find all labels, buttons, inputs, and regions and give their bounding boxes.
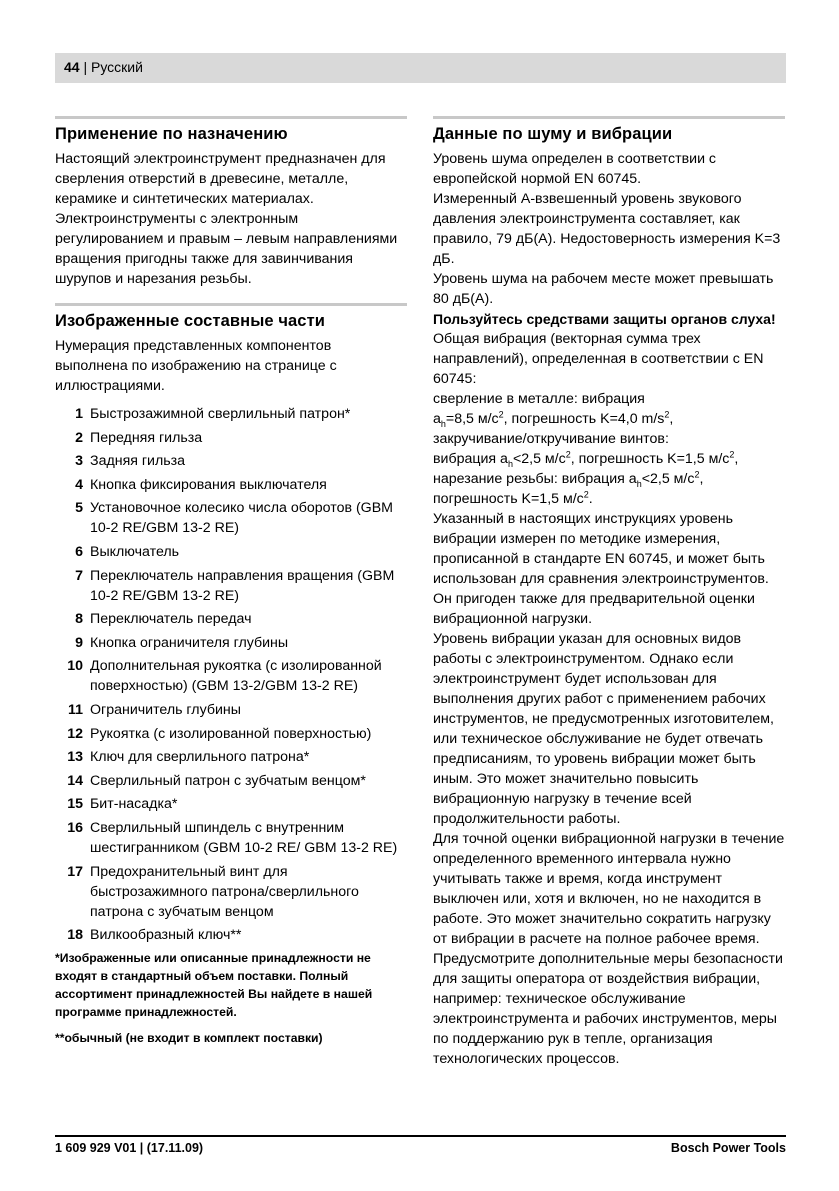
intended-use-text: Настоящий электроинструмент предназначен для сверления отверстий в древесине, металле, керамике и синтетических материалах. Электроинструменты с электронным регулированием и правым – левым направлениями вращения пригодны также для завинчивания шурупов и нарезания резьбы. — [55, 151, 398, 287]
component-label: Ограничитель глубины — [90, 701, 241, 718]
section-title-intended-use: Применение по назначению — [55, 125, 288, 143]
component-label: Кнопка ограничителя глубины — [90, 634, 289, 651]
header-language: Русский — [91, 59, 143, 75]
component-label: Кнопка фиксирования выключателя — [90, 476, 327, 493]
component-item — [55, 475, 407, 495]
component-item — [55, 451, 407, 471]
section-rule — [55, 116, 407, 119]
component-item — [55, 925, 407, 945]
vibration-paragraph-8: Предусмотрите дополнительные меры безопасности для защиты оператора от воздействия вибрации, например: техническое обслуживание электроинструмента и рабочих инструментов, меры по поддержанию рук в тепле, организация технологических процессов. — [433, 951, 783, 1067]
component-item — [55, 542, 407, 562]
component-label: Задняя гильза — [90, 453, 186, 470]
component-number: 1 — [75, 406, 83, 422]
vibration-paragraph-5: Указанный в настоящих инструкциях уровень вибрации измерен по методике измерения, прописанной в стандарте EN 60745, и может быть использован для сравнения электроинструментов. Он пригоден также для предварительной оценки вибрационной нагрузки. — [433, 511, 769, 627]
vibration-paragraph-7: Для точной оценки вибрационной нагрузки в течение определенного временного интервала нужно учитывать также и время, когда инструмент выключен или, хотя и включен, но не находится в работе. Это может значительно сократить нагрузку от вибрации в расчете на полное рабочее время. — [433, 831, 785, 947]
component-label: Передняя гильза — [90, 429, 203, 446]
component-number: 15 — [67, 796, 83, 813]
right-column — [433, 116, 785, 1069]
component-item — [55, 566, 407, 606]
component-number: 5 — [75, 500, 83, 517]
component-number: 18 — [67, 927, 83, 944]
component-label: Выключатель — [90, 543, 180, 560]
component-item — [55, 747, 407, 767]
component-item — [55, 724, 407, 744]
footnote-accessories: *Изображенные или описанные принадлежности не входят в стандартный объем поставки. Полный ассортимент принадлежностей Вы найдете в нашей программе принадлежностей. — [55, 951, 373, 1020]
component-item — [55, 498, 407, 538]
components-list — [55, 404, 407, 945]
footnote-standard: **обычный (не входит в комплект поставки) — [55, 1031, 323, 1046]
component-label: Вилкообразный ключ** — [90, 927, 242, 944]
component-item — [55, 862, 407, 922]
noise-paragraph-1: Уровень шума определен в соответствии с европейской нормой EN 60745. — [433, 151, 717, 187]
component-number: 7 — [75, 567, 83, 584]
component-number: 17 — [67, 863, 83, 880]
footer-doc-id: 1 609 929 V01 | (17.11.09) — [55, 1141, 204, 1155]
noise-paragraph-2: Измеренный А-взвешенный уровень звукового давления электроинструмента составляет, как правило, 79 дБ(A). Недостоверность измерения K=3 дБ. — [433, 191, 781, 267]
component-item — [55, 794, 407, 814]
component-item — [55, 609, 407, 629]
component-number: 11 — [68, 701, 83, 718]
vibration-values: сверление в металле: вибрация $a_h=8,5$ $м/с^2$, погрешность K=4,0 $m/s^2$, закручивание/откручивание винтов: вибрация $a_h<2,5$ $м/с^2$, погрешность K=1,5 $м/с^2$, нарезание резьбы: вибрация $a_h<2,5$ $м/с^2$, погрешность K=1,5 $м/с^2$. — [433, 391, 739, 507]
component-number: 16 — [67, 819, 83, 836]
vibration-intro: Общая вибрация (векторная сумма трех направлений), определенная в соответствии с EN 60745: — [433, 331, 764, 387]
section-title-components: Изображенные составные части — [55, 312, 326, 330]
header-separator: | — [79, 59, 91, 75]
component-label: Бит-насадка* — [90, 796, 178, 813]
footer-brand: Bosch Power Tools — [670, 1141, 786, 1155]
component-label: Быстрозажимной сверлильный патрон* — [90, 406, 351, 422]
component-number: 4 — [75, 476, 83, 493]
page-number: 44 — [64, 59, 80, 75]
component-label: Рукоятка (с изолированной поверхностью) — [90, 725, 372, 742]
component-number: 13 — [67, 749, 83, 766]
component-number: 9 — [75, 634, 83, 651]
footer-rule — [55, 1135, 786, 1137]
component-item — [55, 633, 407, 653]
component-number: 6 — [75, 543, 83, 560]
component-number: 14 — [67, 772, 83, 789]
component-item — [55, 700, 407, 720]
component-item — [55, 656, 407, 696]
component-label: Переключатель передач — [90, 611, 252, 628]
component-number: 8 — [75, 611, 83, 628]
hearing-protection-warning: Пользуйтесь средствами защиты органов слуха! — [433, 311, 776, 327]
component-number: 3 — [75, 453, 83, 470]
page-header — [55, 53, 786, 83]
component-item — [55, 428, 407, 448]
noise-paragraph-3: Уровень шума на рабочем месте может превышать 80 дБ(A). — [433, 271, 774, 307]
component-label: Сверлильный патрон с зубчатым венцом* — [90, 772, 366, 789]
component-number: 10 — [67, 658, 83, 675]
component-item — [55, 771, 407, 791]
component-label: Установочное колесико числа оборотов (GBM 10-2 RE/GBM 13-2 RE) — [90, 500, 393, 537]
component-item — [55, 818, 407, 858]
component-number: 2 — [75, 429, 83, 446]
component-label: Предохранительный винт для быстрозажимного патрона/сверлильного патрона с зубчатым венцом — [90, 863, 359, 920]
component-label: Переключатель направления вращения (GBM 10-2 RE/GBM 13-2 RE) — [90, 567, 395, 604]
component-number: 12 — [67, 725, 83, 742]
vibration-paragraph-6: Уровень вибрации указан для основных видов работы с электроинструментом. Однако если электроинструмент будет использован для выполнения других работ с применением рабочих инструментов, не предусмотренных изготовителем, или техническое обслуживание не будет отвечать предписаниям, то уровень вибрации может быть иным. Это может значительно повысить вибрационную нагрузку в течение всей продолжительности работы. — [433, 631, 774, 827]
left-column — [55, 116, 407, 1047]
component-label: Дополнительная рукоятка (с изолированной поверхностью) (GBM 13-2/GBM 13-2 RE) — [90, 658, 382, 695]
component-label: Сверлильный шпиндель с внутренним шестигранником (GBM 10-2 RE/ GBM 13-2 RE) — [90, 819, 398, 856]
section-title-noise-vibration: Данные по шуму и вибрации — [433, 125, 673, 143]
component-label: Ключ для сверлильного патрона* — [90, 749, 310, 766]
component-item — [55, 404, 407, 424]
section-rule — [55, 303, 407, 306]
section-rule — [433, 116, 785, 119]
components-intro: Нумерация представленных компонентов выполнена по изображению на странице с иллюстрациями. — [55, 338, 337, 394]
